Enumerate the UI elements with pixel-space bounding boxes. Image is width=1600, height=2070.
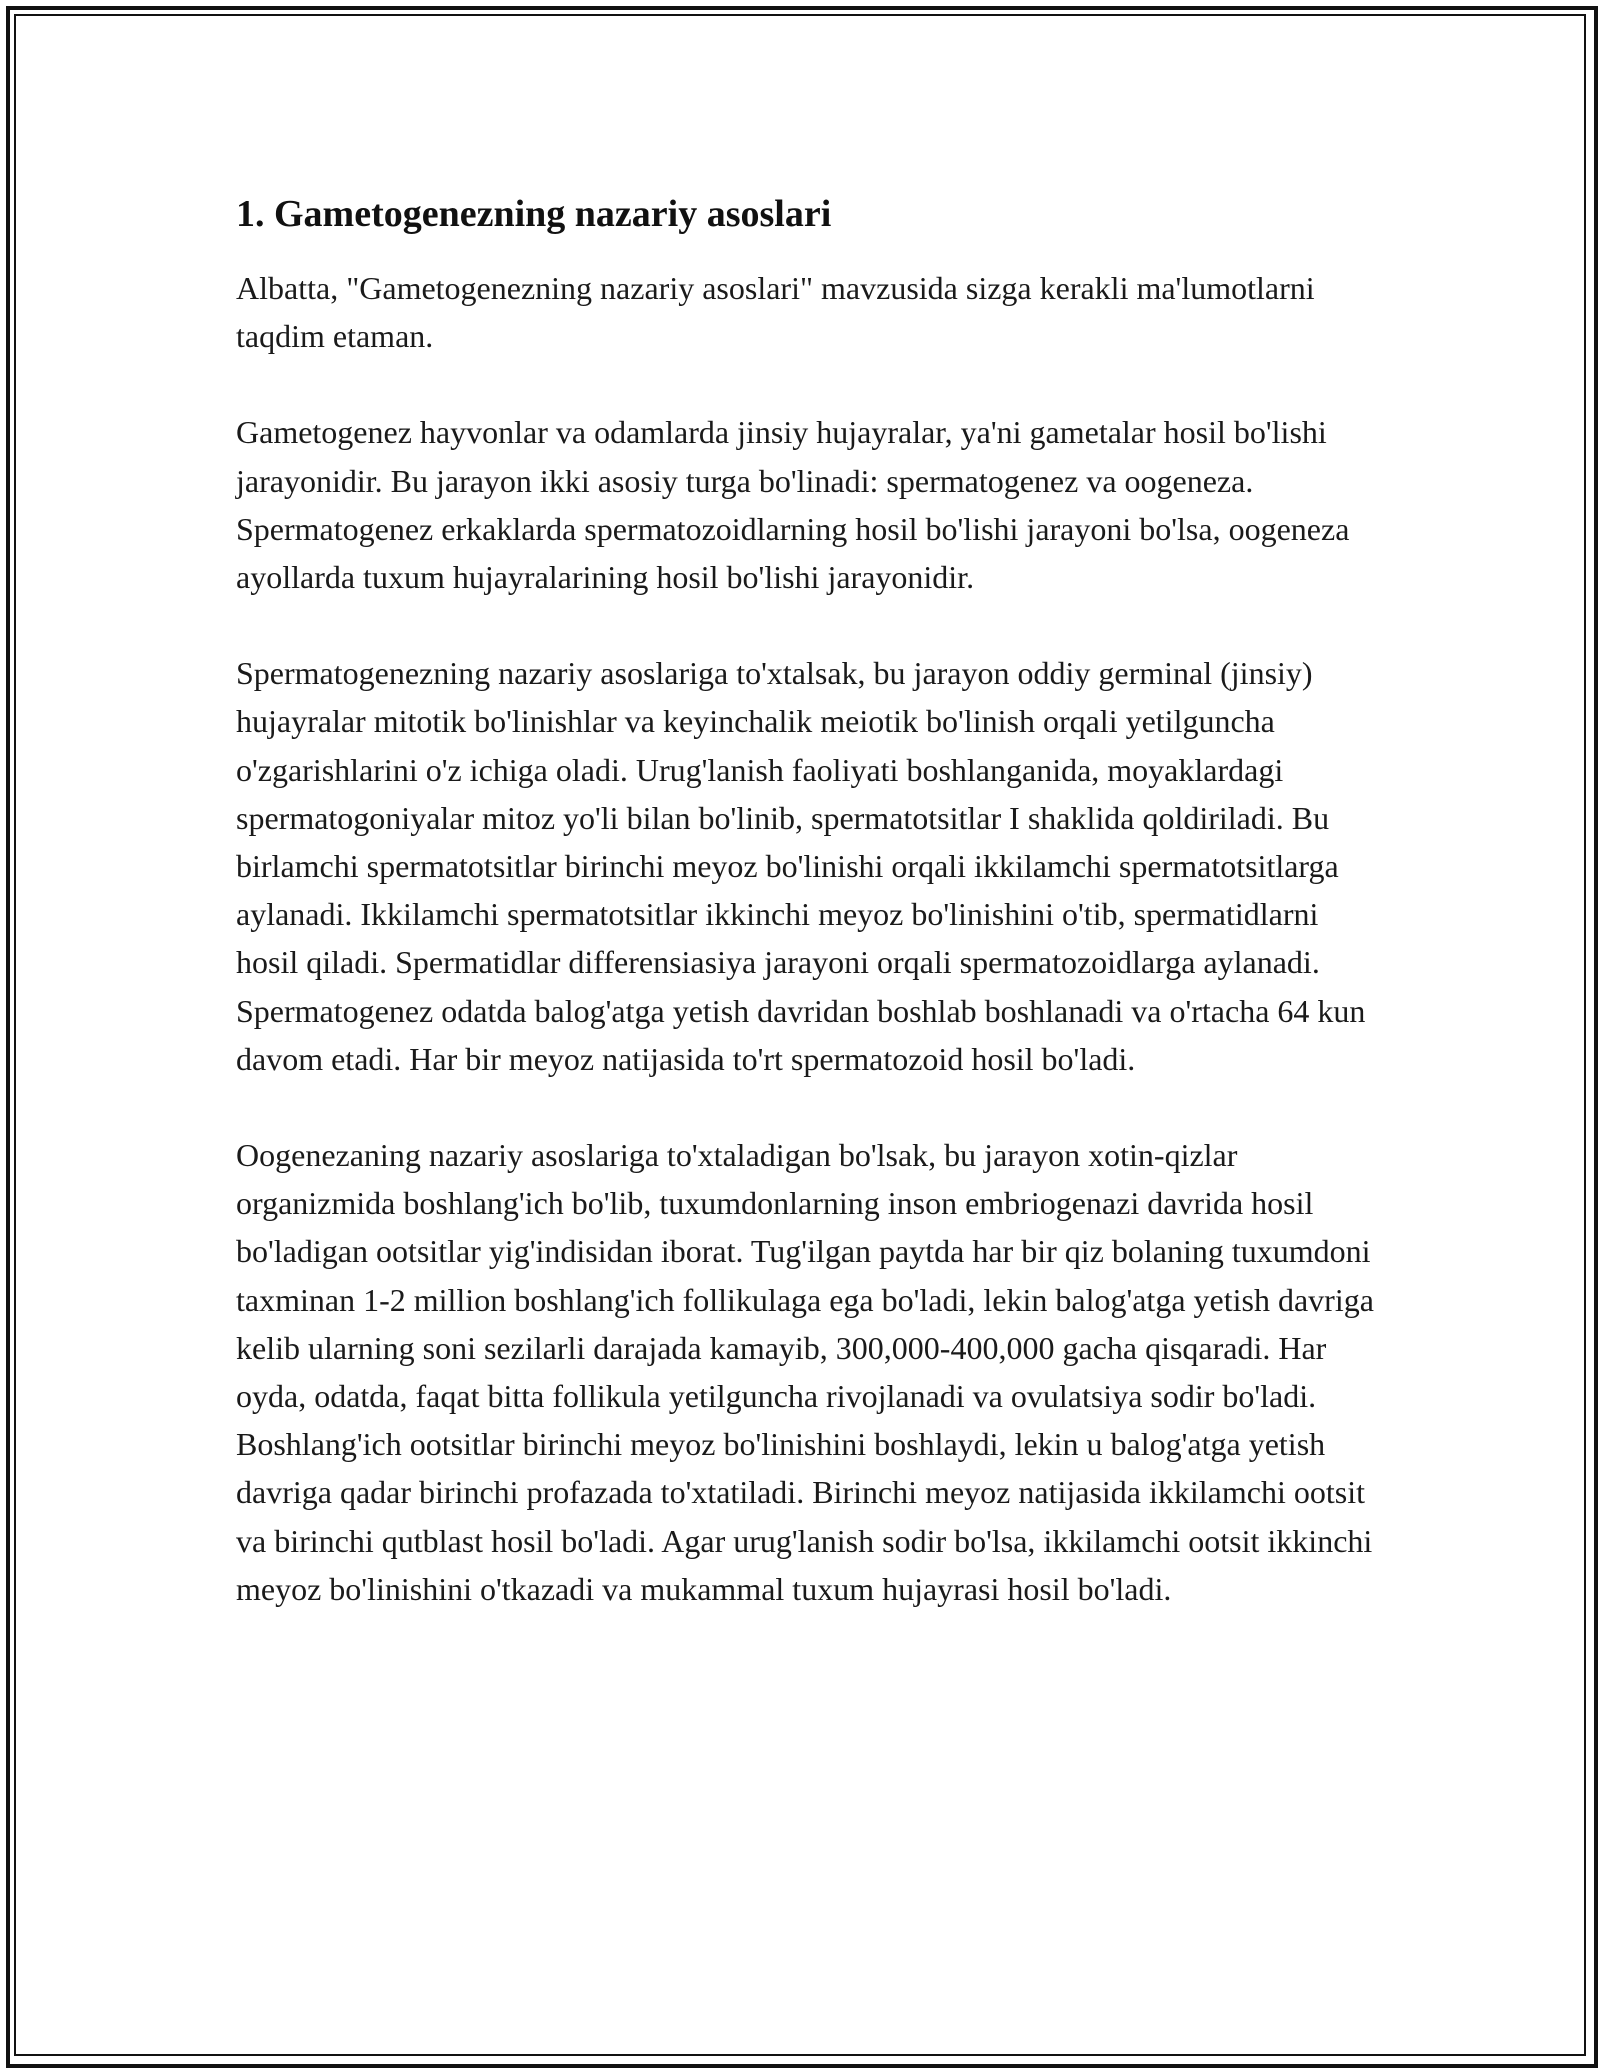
document-title: 1. Gametogenezning nazariy asoslari xyxy=(236,193,832,235)
paragraph-oogenesis: Oogenezaning nazariy asoslariga to'xtaladigan bo'lsak, bu jarayon xotin-qizlar organizmida boshlang'ich bo'lib, tuxumdonlarning inson embriogenazi davrida hosil bo'ladigan ootsitlar yig'indisidan iborat. Tug'ilgan paytda har bir qiz bolaning tuxumdoni taxminan 1-2 million boshlang'ich follikulaga ega bo'ladi, lekin balog'atga yetish davriga kelib ularning soni sezilarli darajada kamayib, 300,000-400,000 gacha qisqaradi. Har oyda, odatda, faqat bitta follikula yetilguncha rivojlanadi va ovulatsiya sodir bo'ladi. Boshlang'ich ootsitlar birinchi meyoz bo'linishini boshlaydi, lekin u balog'atga yetish davriga qadar birinchi profazada to'xtatiladi. Birinchi meyoz natijasida ikkilamchi ootsit va birinchi qutblast hosil bo'ladi. Agar urug'lanish sodir bo'lsa, ikkilamchi ootsit ikkinchi meyoz bo'linishini o'tkazadi va mukammal tuxum hujayrasi hosil bo'ladi. xyxy=(236,1137,1374,1607)
document-body xyxy=(236,186,1376,1613)
paragraph-gametogenesis: Gametogenez hayvonlar va odamlarda jinsiy hujayralar, ya'ni gametalar hosil bo'lishi jarayonidir. Bu jarayon ikki asosiy turga bo'linadi: spermatogenez va oogeneza. Spermatogenez erkaklarda spermatozoidlarning hosil bo'lishi jarayoni bo'lsa, oogeneza ayollarda tuxum hujayralarining hosil bo'lishi jarayonidir. xyxy=(236,414,1350,596)
paragraph-spermatogenesis: Spermatogenezning nazariy asoslariga to'xtalsak, bu jarayon oddiy germinal (jinsiy) hujayralar mitotik bo'linishlar va keyinchalik meiotik bo'linish orqali yetilguncha o'zgarishlarini o'z ichiga oladi. Urug'lanish faoliyati boshlanganida, moyaklardagi spermatogoniyalar mitoz yo'li bilan bo'linib, spermatotsitlar I shaklida qoldiriladi. Bu birlamchi spermatotsitlar birinchi meyoz bo'linishi orqali ikkilamchi spermatotsitlarga aylanadi. Ikkilamchi spermatotsitlar ikkinchi meyoz bo'linishini o'tib, spermatidlarni hosil qiladi. Spermatidlar differensiasiya jarayoni orqali spermatozoidlarga aylanadi. Spermatogenez odatda balog'atga yetish davridan boshlab boshlanadi va o'rtacha 64 kun davom etadi. Har bir meyoz natijasida to'rt spermatozoid hosil bo'ladi. xyxy=(236,655,1366,1077)
paragraph-intro: Albatta, "Gametogenezning nazariy asoslari" mavzusida sizga kerakli ma'lumotlarni taqdim etaman. xyxy=(236,270,1315,355)
